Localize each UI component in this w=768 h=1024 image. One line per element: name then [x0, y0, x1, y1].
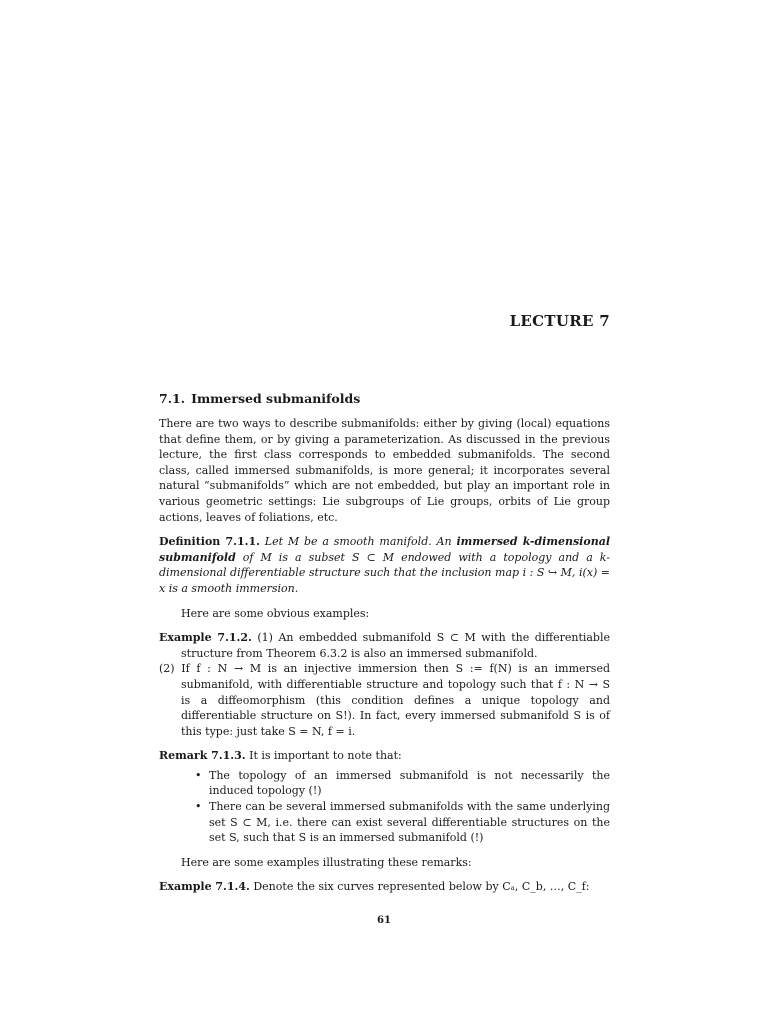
section-heading [159, 391, 360, 406]
examples-intro: Here are some obvious examples: [181, 606, 370, 620]
example-7-1-2-item-1-text: (1) An embedded submanifold S ⊂ M with the differentiable structure from Theorem 6.3.2 is also an immersed submanifold. [181, 631, 611, 660]
example-7-1-2-label: Example 7.1.2. [159, 631, 252, 645]
definition-7-1-1 [159, 534, 610, 596]
definition-term: immersed k-dimensional submanifold [159, 535, 610, 564]
remark-bullet-text: The topology of an immersed submanifold is not necessarily the induced topology (!) [209, 768, 610, 798]
section-number: 7.1. [159, 391, 186, 406]
example-7-1-4 [159, 879, 610, 895]
definition-text-a: Let M be a smooth manifold. An [259, 535, 457, 549]
body-text [159, 416, 610, 895]
remark-7-1-3 [159, 748, 610, 764]
remark-bullet-item [195, 799, 610, 846]
example-7-1-4-label: Example 7.1.4. [159, 880, 250, 894]
definition-label: Definition 7.1.1. [159, 535, 260, 549]
remark-bullet-text: There can be several immersed submanifolds with the same underlying set S ⊂ M, i.e. there can exist several differentiable structures on the set S, such that S is an immersed submanifold (!) [209, 800, 610, 845]
intro-paragraph: There are two ways to describe submanifolds: either by giving (local) equations that define them, or by giving a parameterization. As discussed in the previous lecture, the first class corresponds to embedded submanifolds. The second class, called immersed submanifolds, is more general; it incorporates several natural “submanifolds” which are not embedded, but play an important role in various geometric settings: Lie subgroups of Lie groups, orbits of Lie group actions, leaves of foliations, etc. [159, 417, 610, 524]
remark-bullet-item [195, 768, 610, 799]
page-number: 61 [377, 915, 391, 926]
section-title: Immersed submanifolds [191, 391, 361, 406]
example-7-1-4-text: Denote the six curves represented below by Cₐ, C_b, …, C_f: [249, 880, 590, 894]
remark-bullet-list [159, 768, 610, 846]
remark-7-1-3-text: It is important to note that: [245, 749, 402, 763]
bullet-icon: • [195, 768, 202, 782]
lecture-title: LECTURE 7 [509, 312, 610, 330]
remarks-intro: Here are some examples illustrating these remarks: [181, 855, 472, 869]
remark-7-1-3-label: Remark 7.1.3. [159, 749, 246, 763]
example-7-1-2-item-2: (2) If f : N → M is an injective immersion then S := f(N) is an immersed submanifold, with differentiable structure and topology such that f : N → S is a diffeomorphism (this condition defines a unique topology and differentiable structure on S!). In fact, every immersed submanifold S is of this type: just take S = N, f = i. [159, 662, 610, 738]
bullet-icon: • [195, 800, 202, 814]
example-7-1-2-item-1 [159, 630, 610, 661]
definition-text-b: of M is a subset S ⊂ M endowed with a topology and a k-dimensional differentiable structure such that the inclusion map i : S ↪ M, i(x) = x is a smooth immersion. [159, 550, 610, 595]
